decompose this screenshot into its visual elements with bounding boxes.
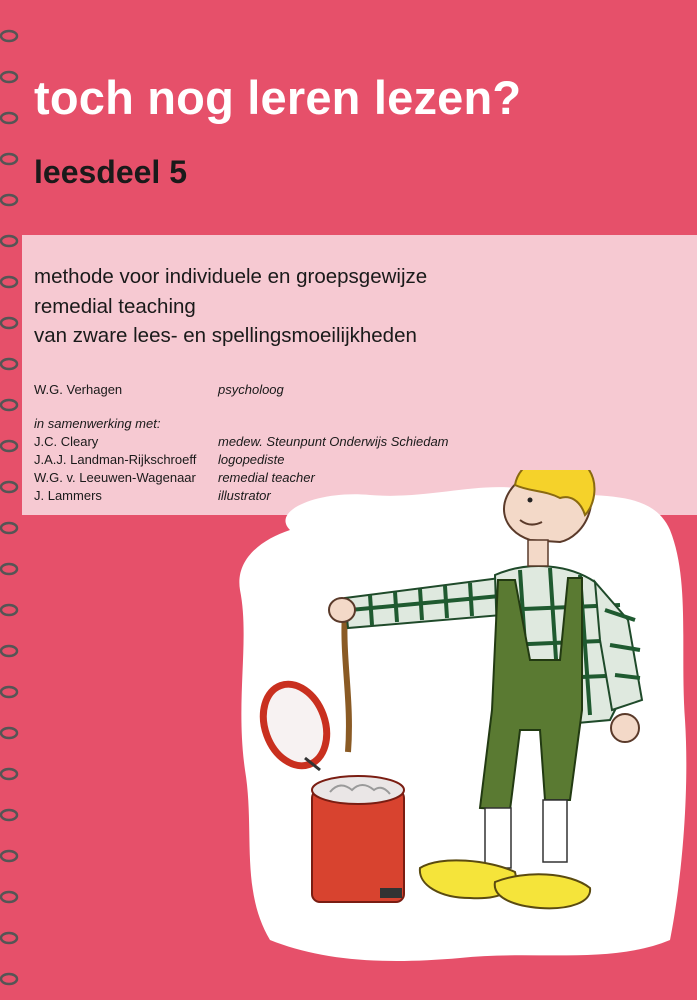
collaborator-role: illustrator: [218, 488, 271, 503]
spiral-binding: [0, 0, 22, 1000]
spiral-ring: [1, 236, 17, 246]
collaborator-role: remedial teacher: [218, 470, 315, 485]
spiral-ring: [1, 113, 17, 123]
spiral-ring: [1, 72, 17, 82]
description-line: remedial teaching: [34, 294, 196, 318]
spiral-ring: [1, 31, 17, 41]
spiral-ring: [1, 523, 17, 533]
collaborator-name: J. Lammers: [34, 488, 102, 503]
description-line: methode voor individuele en groepsgewijze: [34, 265, 428, 288]
collaborator-role: medew. Steunpunt Onderwijs Schiedam: [218, 434, 449, 449]
description-line: van zware lees- en spellingsmoeilijkheden: [34, 324, 417, 347]
author-role: psycholoog: [218, 382, 284, 397]
spiral-ring: [1, 851, 17, 861]
spiral-ring: [1, 728, 17, 738]
spiral-ring: [1, 359, 17, 369]
spiral-ring: [1, 810, 17, 820]
spiral-ring: [1, 195, 17, 205]
book-title: toch nog leren lezen?: [34, 71, 522, 124]
collaborator-name: W.G. v. Leeuwen-Wagenaar: [34, 470, 196, 485]
spiral-ring: [1, 277, 17, 287]
spiral-ring: [1, 441, 17, 451]
spiral-ring: [1, 564, 17, 574]
spiral-ring: [1, 892, 17, 902]
cover-illustration: [230, 470, 697, 970]
spiral-ring: [1, 687, 17, 697]
spiral-ring: [1, 318, 17, 328]
book-description: [34, 262, 427, 351]
collaborator-name: J.C. Cleary: [34, 434, 99, 449]
spiral-ring: [1, 646, 17, 656]
spiral-ring: [1, 974, 17, 984]
collaboration-intro: in samenwerking met:: [34, 416, 161, 431]
author-name: W.G. Verhagen: [34, 382, 123, 397]
collaborator-role: logopediste: [218, 452, 285, 467]
spiral-ring: [1, 605, 17, 615]
book-subtitle: leesdeel 5: [34, 154, 187, 190]
spiral-ring: [1, 769, 17, 779]
spiral-ring: [1, 933, 17, 943]
spiral-ring: [1, 482, 17, 492]
spiral-ring: [1, 154, 17, 164]
spiral-ring: [1, 400, 17, 410]
collaborator-name: J.A.J. Landman-Rijkschroeff: [34, 452, 197, 467]
